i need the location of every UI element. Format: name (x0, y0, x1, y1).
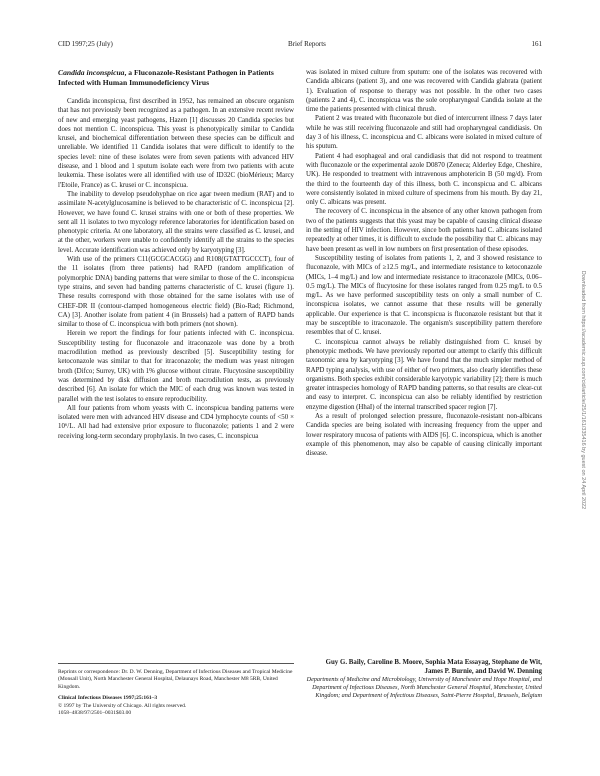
download-watermark (580, 270, 593, 510)
footnote-divider (58, 663, 294, 664)
paragraph: All four patients from whom yeasts with C. inconspicua banding patterns were isolated were men with advanced HIV disease and CD4 lymphocyte counts of <50 × 10⁶/L. All had had extensive prior exposure to fluconazole; patients 1 and 2 were receiving long-term secondary prophylaxis. In two cases, C. inconspicua (58, 404, 294, 440)
paragraph: Herein we report the findings for four patients infected with C. inconspicua. Susceptibility testing for fluconazole and itraconazole was done by a broth macrodilution method as previously described [5]. Susceptibility testing for ketoconazole was similar to that for itraconazole; the medium was yeast nitrogen broth (Difco; Surrey, UK) with 1% glucose without citrate. Flucytosine susceptibility was determined by disk diffusion and broth macrodilution tests, as previously described [6]. An isolate for which the MIC of each drug was known was tested in parallel with the test isolates to ensure reproducibility. (58, 330, 294, 403)
title-species: Candida inconspicua (58, 68, 125, 77)
paragraph: Candida inconspicua, first described in 1952, has remained an obscure organism that has not previously been recognized as a pathogen. In an extensive recent review of new and emerging yeast pathogens, Hazen [1] discusses 20 Candida species but does not mention C. inconspicua. This yeast is phenotypically similar to Candida krusei, and biochemical differentiation between these species can be difficult and unreliable. We identified 11 Candida isolates that were difficult to identify to the species level: nine of these isolates were from seven patients with advanced HIV disease, and 1 blood and 1 sputum isolate each were from two patients with acute leukemia. These isolates were all identified with use of ID32C (bioMérieux; Marcy l'Etoile, France) as C. krusei or C. inconspicua. (58, 98, 294, 189)
footnote-block (58, 663, 294, 717)
left-column (58, 68, 294, 441)
reprints-note: Reprints or correspondence: Dr. D. W. Denning, Department of Infectious Diseases and Tropical Medicine (Monsall Unit), North Manchester General Hospital, Delaunays Road, Manchester M8 5RB, United Kingdom. (58, 669, 293, 690)
section-name: Brief Reports (288, 40, 326, 48)
paragraph: As a result of prolonged selection pressure, fluconazole-resistant non-albicans Candida species are being isolated with increasing frequency from the upper and lower respiratory mucosa of patients with AIDS [6]. C. inconspicua, which is another example of this phenomenon, may also be capable of causing clinically important disease. (306, 412, 542, 458)
author-names: Guy G. Baily, Caroline B. Moore, Sophia Mata Essayag, Stephane de Wit, James P. Burnie, and David W. Denning (325, 659, 542, 675)
page-number: 161 (531, 40, 542, 48)
paragraph: C. inconspicua cannot always be reliably distinguished from C. krusei by phenotypic methods. We have previously reported our attempt to clarify this difficult taxonomic area by karyotyping [3]. We have found that the much simpler method of RAPD typing analysis, with use of either of two primers, also clearly identifies these organisms. Both species exhibit considerable karyotypic variability [2]; there is much greater intraspecies homology of RAPD banding patterns, so that results are clear-cut and easy to interpret. C. inconspicua can also be reliably identified by restriction enzyme digestion (HhaI) of the internal transcribed spacer region [7]. (306, 338, 542, 411)
paragraph: was isolated in mixed culture from sputum: one of the isolates was recovered with Candida albicans (patient 3), and one was recovered with Candida glabrata (patient 1). Evaluation of response to therapy was not possible. In the other two cases (patients 2 and 4), C. inconspicua was the sole oropharyngeal Candida isolate at the time the patients presented with clinical thrush. (306, 69, 542, 114)
watermark-text: Downloaded from https://academic.oup.com/cid/article/25/1/161/335416 by guest on 24 April 2022 (580, 270, 586, 510)
running-head (58, 40, 542, 52)
title-rest: , a Fluconazole-Resistant Pathogen in Patients Infected with Human Immunodeficiency Virus (58, 68, 274, 87)
paragraph: With use of the primers C11(GCGCACGG) and R108(GTATTGCCCT), four of the 11 isolates (from three patients) had RAPD (random amplification of polymorphic DNA) banding patterns that were similar to those of the C. inconspicua type strains, and seven had banding patterns characteristic of C. krusei (figure 1). These results correspond with those obtained for the same isolates with use of CHEF-DR II (contour-clamped homogeneous electric field) (Bio-Rad; Richmond, CA) [3]. Another isolate from patient 4 (in Brussels) had a pattern of RAPD bands similar to those of C. inconspicua with both primers (not shown). (58, 256, 294, 329)
paragraph: Patient 4 had esophageal and oral candidiasis that did not respond to treatment with fluconazole or the experimental azole D0870 (Zeneca; Alderley Edge, Cheshire, UK). He responded to treatment with intravenous amphotericin B (50 mg/d). From the third to the fourteenth day of this illness, both C. inconspicua and C. albicans were consistently isolated in mixed culture of specimens from his mouth. By day 21, only C. albicans was present. (306, 152, 542, 207)
author-affiliation: Departments of Medicine and Microbiology, University of Manchester and Hope Hospital, and Department of Infectious Diseases, North Manchester General Hospital, Manchester, United Kingdom; and Department of Infectious Diseases, Saint-Pierre Hospital, Brussels, Belgium (306, 676, 542, 700)
paragraph: The inability to develop pseudohyphae on rice agar tween medium (RAT) and to assimilate N-acetylglucosamine is believed to be characteristic of C. inconspicua [2]. However, we have found C. krusei strains with one or both of these properties. We sent all 11 isolates to two mycology reference laboratories for identification based on phenotypic criteria. At one laboratory, all the strains were classified as C. krusei, and at the other, workers were unable to confidently identify all the strains to the species level. Accurate identification was achieved only by karyotyping [3]. (58, 190, 294, 254)
paragraph: The recovery of C. inconspicua in the absence of any other known pathogen from two of the patients suggests that this yeast may be capable of causing clinical disease in the setting of HIV infection. However, since both patients had C. albicans isolated repeatedly at other times, it is difficult to exclude the possibility that C. albicans may have been present as well in low numbers on first presentation of these episodes. (306, 208, 542, 253)
right-column (306, 68, 542, 458)
paragraph: Patient 2 was treated with fluconazole but died of intercurrent illness 7 days later while he was still receiving fluconazole and still had oropharyngeal candidiasis. On day 3 of his illness, C. inconspicua and C. albicans were isolated in mixed culture of his sputum. (306, 115, 542, 151)
journal-line: Clinical Infectious Diseases 1997;25:161–3 (58, 695, 158, 702)
issn-line: 1058–4838/97/2501–0031$03.00 (58, 710, 132, 717)
paragraph: Susceptibility testing of isolates from patients 1, 2, and 3 showed resistance to fluconazole, with MICs of ≥12.5 mg/L, and intermediate resistance to ketoconazole (MICs, 1–4 mg/L) and low and intermediate resistance to itraconazole (MICs, 0.06–0.5 mg/L). The MICs of flucytosine for these isolates ranged from 0.25 mg/L to 0.5 mg/L. As we have performed susceptibility tests on only a small number of C. inconspicua isolates, we cannot assume that these results will be generally applicable. Our experience is that C. inconspicua is fluconazole resistant but that it may be susceptible to itraconazole. The organism's susceptibility pattern therefore resembles that of C. krusei. (306, 254, 542, 337)
copyright-line: © 1997 by The University of Chicago. All rights reserved. (58, 702, 187, 709)
journal-citation: CID 1997;25 (July) (58, 40, 113, 48)
author-block (306, 658, 542, 701)
article-title (58, 68, 294, 88)
